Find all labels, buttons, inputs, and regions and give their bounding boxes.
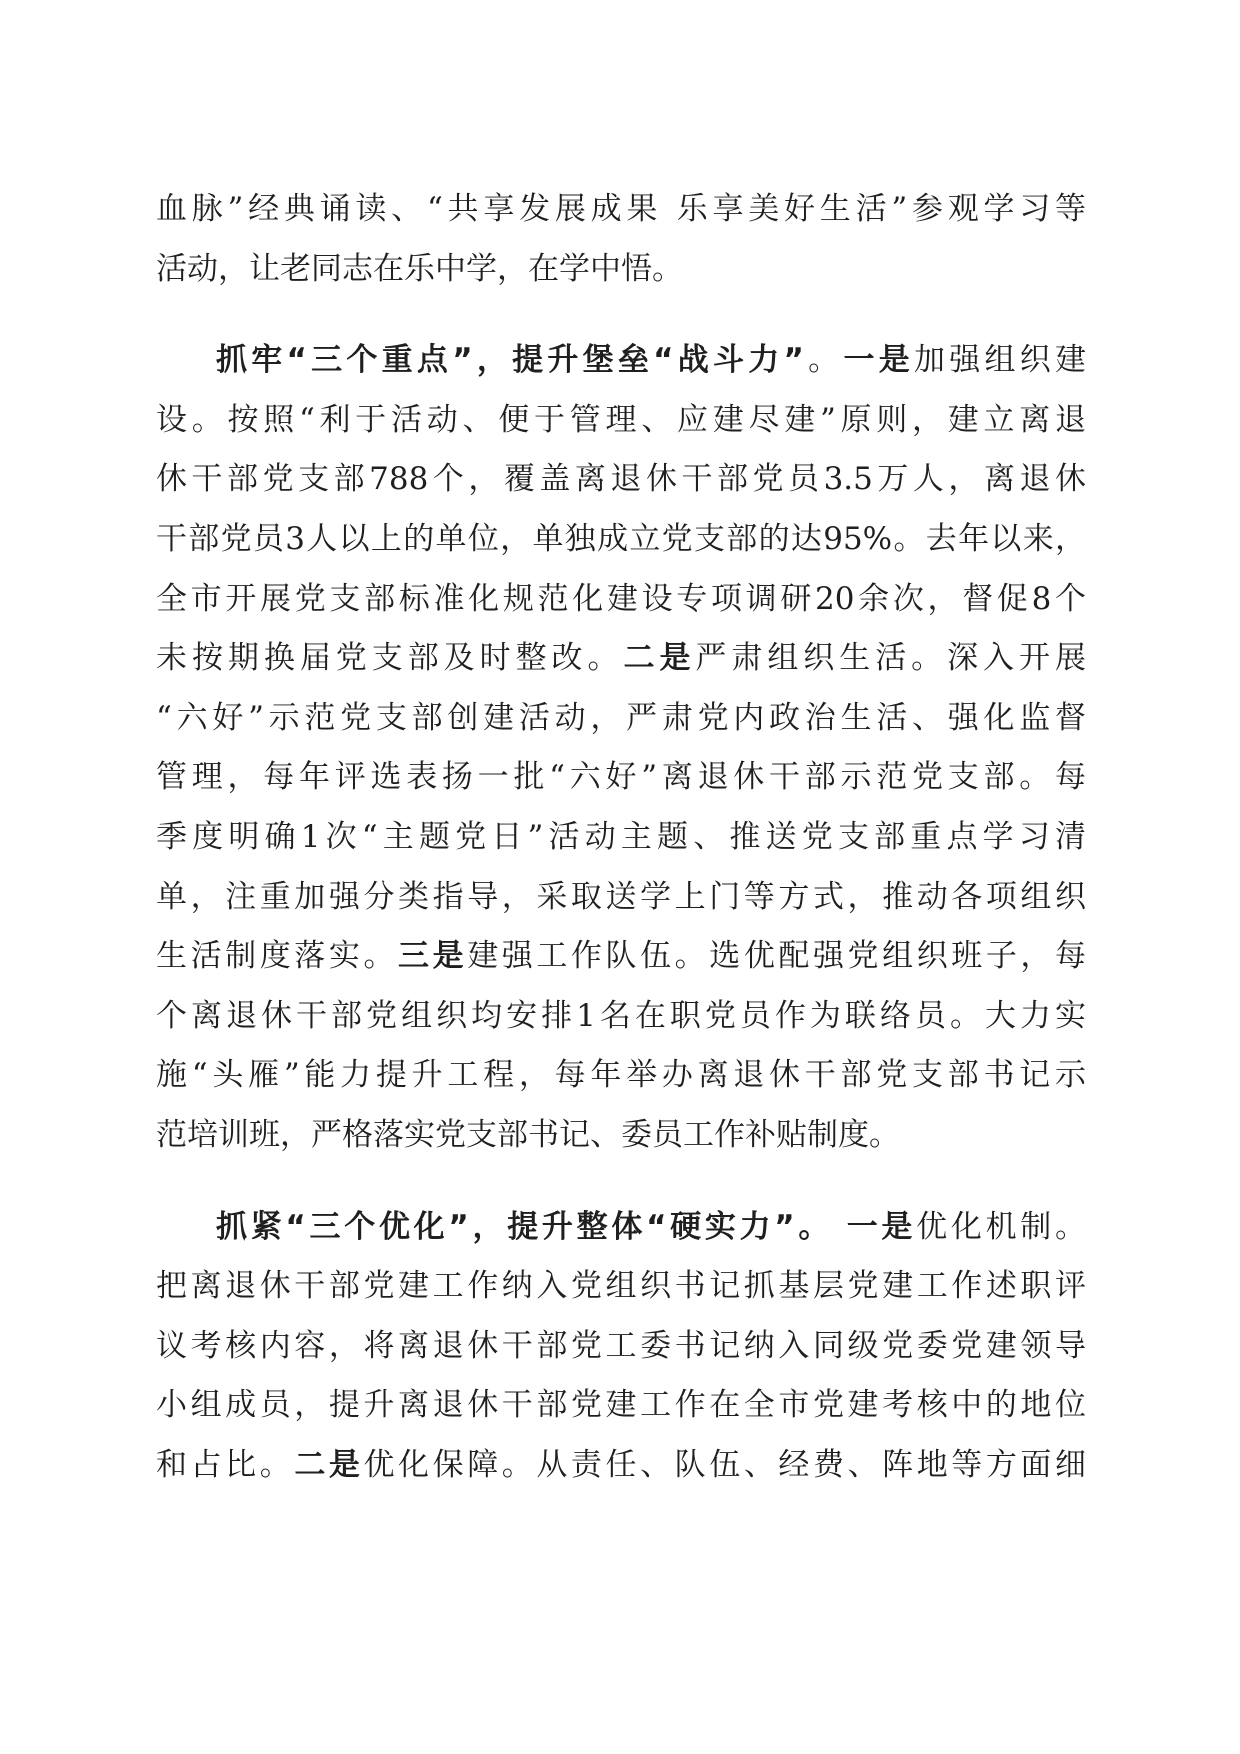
text-run: 优化机制。	[916, 1208, 1086, 1245]
text-run: 全市开展党支部标准化规范化建设专项调研20余次，督促8个	[156, 580, 1086, 617]
text-run: 单，注重加强分类指导，采取送学上门等方式，推动各项组织	[156, 878, 1086, 915]
paragraph-line	[156, 1257, 1086, 1317]
paragraph-line	[156, 1376, 1086, 1436]
bold-marker: 二是	[623, 640, 696, 677]
text-run: 加强组织建	[913, 342, 1086, 379]
paragraph-line	[156, 240, 1086, 300]
text-run	[833, 1209, 847, 1245]
text-run: 生活制度落实。	[156, 938, 399, 975]
text-run: 。	[803, 342, 844, 379]
bold-marker: 二是	[294, 1446, 364, 1483]
paragraph-line	[156, 1106, 1086, 1166]
text-run: 个离退休干部党组织均安排1名在职党员作为联络员。大力实	[156, 997, 1086, 1034]
paragraph-line	[156, 570, 1086, 630]
section-heading: 抓牢“三个重点”，提升堡垒“战斗力”	[216, 342, 804, 379]
text-run: 和占比。	[156, 1446, 295, 1483]
text-run: 施“头雁”能力提升工程，每年举办离退休干部党支部书记示	[156, 1057, 1086, 1094]
text-run: 未按期换届党支部及时整改。	[156, 640, 624, 677]
text-run: 休干部党支部788个，覆盖离退休干部党员3.5万人，离退休	[156, 461, 1086, 498]
text-run: 季度明确1次“主题党日”活动主题、推送党支部重点学习清	[156, 818, 1086, 855]
paragraph-line	[156, 927, 1086, 987]
paragraph-line	[156, 808, 1086, 868]
bold-marker: 三是	[398, 938, 468, 975]
paragraph-line	[156, 391, 1086, 451]
section-heading: 抓紧“三个优化”，提升整体“硬实力”。	[216, 1208, 834, 1245]
paragraph-line	[156, 1198, 1086, 1258]
paragraph-line	[156, 748, 1086, 808]
text-run: 干部党员3人以上的单位，单独成立党支部的达95%。去年以来，	[156, 520, 1086, 557]
text-run: 小组成员，提升离退休干部党建工作在全市党建考核中的地位	[156, 1387, 1086, 1424]
paragraph-1	[156, 180, 1086, 299]
paragraph-line	[156, 689, 1086, 749]
paragraph-line	[156, 629, 1086, 689]
paragraph-gap	[156, 1166, 1086, 1198]
text-run: 议考核内容，将离退休干部党工委书记纳入同级党委党建领导	[156, 1327, 1086, 1364]
text-run: 血脉”经典诵读、“共享发展成果 乐享美好生活”参观学习等	[156, 191, 1086, 227]
paragraph-line	[156, 1317, 1086, 1377]
paragraph-gap	[156, 299, 1086, 331]
text-run: 设。按照“利于活动、便于管理、应建尽建”原则，建立离退	[156, 401, 1086, 438]
paragraph-line	[156, 868, 1086, 928]
paragraph-line	[156, 180, 1086, 240]
document-body	[156, 180, 1086, 1495]
paragraph-line	[156, 987, 1086, 1047]
text-run: 建强工作队伍。选优配强党组织班子，每	[467, 938, 1086, 975]
paragraph-line	[156, 510, 1086, 570]
text-run: 优化保障。从责任、队伍、经费、阵地等方面细	[363, 1446, 1086, 1483]
paragraph-2	[156, 331, 1086, 1165]
paragraph-line	[156, 1436, 1086, 1496]
text-run: 把离退休干部党建工作纳入党组织书记抓基层党建工作述职评	[156, 1268, 1086, 1305]
text-run: 活动，让老同志在乐中学，在学中悟。	[156, 250, 683, 287]
bold-marker: 一是	[843, 342, 914, 379]
text-run: 范培训班，严格落实党支部书记、委员工作补贴制度。	[156, 1116, 900, 1153]
text-run: “六好”示范党支部创建活动，严肃党内政治生活、强化监督	[156, 699, 1086, 736]
paragraph-line	[156, 450, 1086, 510]
paragraph-line	[156, 331, 1086, 391]
paragraph-3	[156, 1198, 1086, 1496]
paragraph-line	[156, 1046, 1086, 1106]
text-run: 管理，每年评选表扬一批“六好”离退休干部示范党支部。每	[156, 759, 1086, 796]
text-run: 严肃组织生活。深入开展	[695, 640, 1086, 677]
bold-marker: 一是	[846, 1208, 917, 1245]
